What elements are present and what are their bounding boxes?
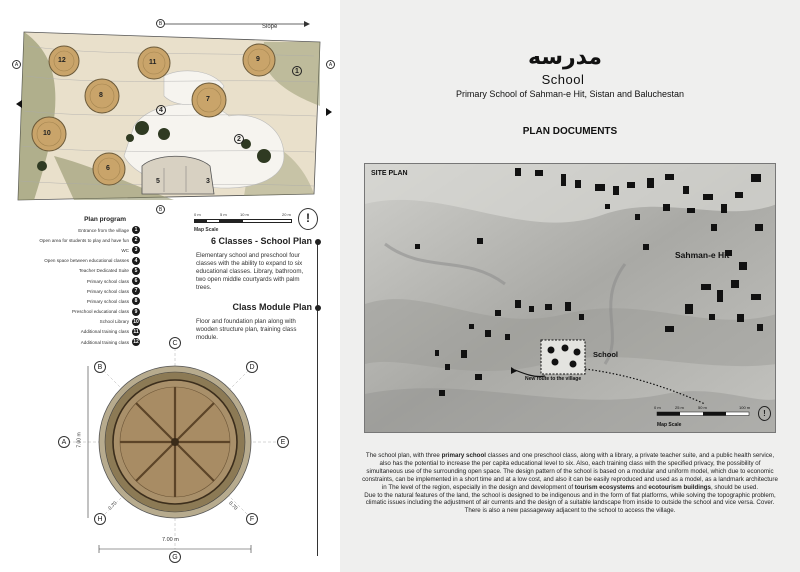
zone-number-8: 8 — [99, 92, 103, 99]
legend-item — [30, 296, 140, 306]
legend-item-label: Preschool educational class — [72, 309, 129, 315]
legend-item-number: 9 — [132, 308, 140, 316]
zone-number-11: 11 — [149, 59, 157, 66]
description-paragraph-2: Due to the natural features of the land, the school is designed to be indigenous and in the form of flat platforms, while solving the topographic problem, climatic issues including the adjustment of air currents and the design of a suitable landscape from inside to outside the school and vice versa. Cover. There is also a new passageway adjacent to the school to access the village. — [364, 491, 776, 515]
divider-dot-2 — [315, 305, 321, 311]
project-subtitle: Primary School of Sahman-e Hit, Sistan and Baluchestan — [455, 89, 685, 99]
zone-number-9: 9 — [256, 56, 260, 63]
school-label: School — [593, 350, 619, 359]
legend-item-number: 1 — [132, 226, 140, 234]
site-plan-map — [364, 163, 776, 433]
axis-label-f: F — [246, 513, 258, 525]
legend-item-number: 10 — [133, 318, 139, 325]
legend-item — [30, 225, 140, 235]
site-north-arrow-icon: ! — [758, 406, 771, 421]
module-section-title: Class Module Plan — [232, 302, 312, 312]
dimension-diag-right: 0.70 — [227, 500, 239, 512]
zone-number-10: 10 — [43, 130, 51, 137]
site-map-scale-title: Map Scale — [657, 422, 682, 428]
site-map-title: SITE PLAN — [371, 170, 408, 177]
axis-label-a: A — [58, 436, 70, 448]
route-label: New route to the village — [525, 376, 582, 382]
legend-item-label: Primary school class — [86, 288, 129, 294]
school-word: School — [541, 72, 585, 87]
legend-item-label: Teacher Dedicated Suite — [78, 268, 129, 274]
legend-item — [30, 245, 140, 255]
site-map-terrain — [365, 164, 776, 433]
left-map-scale-title: Map Scale — [194, 227, 219, 233]
classes-section — [196, 236, 312, 292]
module-section-text: Floor and foundation plan along with wooden structure plan, training class module. — [196, 318, 297, 341]
legend-item-label: Primary school class — [86, 298, 129, 304]
divider-dot-1 — [315, 239, 321, 245]
description-paragraph-1: The school plan, with three primary school classes and one preschool class, along with a library, a private teacher suite, and a public health service, also has the potential to increase the per capita educational level to six. Also, each training class with the specified privacy, the possibility of simultaneous use of the surrounding open space. The design pattern of the school is based on a modular and uniform model, which due to economic constraints, can be implemented in a short time and at a low cost, and also it can be easily reproduced and used as a model, as a landmark architecture in The level of the region, especially in the design and development of tourism ecosystems and ecotourism buildings, should be used. — [362, 452, 778, 491]
project-description — [362, 452, 778, 515]
site-scale-tick-25: 25 m — [675, 405, 684, 410]
zone-number-6: 6 — [106, 165, 110, 172]
axis-label-b: B — [94, 361, 106, 373]
legend-title: Plan program — [84, 216, 126, 223]
site-scale-tick-100: 100 m — [739, 405, 751, 410]
legend-item-number: 3 — [132, 246, 140, 254]
left-page — [0, 0, 340, 572]
page-title: PLAN DOCUMENTS — [522, 126, 618, 137]
left-map-scale — [194, 212, 298, 236]
legend-item — [30, 286, 140, 296]
scale-tick-0: 0 m — [194, 212, 201, 217]
section-marker-left: A — [12, 60, 21, 69]
classes-section-text: Elementary school and preschool four classes with the ability to expand to six educational classes. Library, bathroom, two open middle courtyards with palm trees. — [196, 252, 304, 291]
right-page — [340, 0, 800, 572]
legend-item-label: Additional training class — [80, 329, 129, 335]
scale-tick-5: 5 m — [220, 212, 227, 217]
plan-program-legend — [30, 216, 140, 347]
legend-item — [30, 266, 140, 276]
legend-item-number: 12 — [133, 339, 139, 346]
class-module-plan — [58, 335, 298, 567]
zone-number-5: 5 — [156, 178, 160, 185]
zone-number-2: 2 — [234, 134, 244, 144]
scale-tick-20: 20 m — [282, 212, 291, 217]
legend-item-number: 8 — [132, 297, 140, 305]
legend-item-label: WC — [121, 247, 129, 253]
axis-label-c: C — [169, 337, 181, 349]
town-label: Sahman-e Hit — [675, 250, 730, 260]
classes-section-title: 6 Classes - School Plan — [210, 236, 312, 246]
zone-number-4: 4 — [156, 105, 166, 115]
section-marker-bottom: B — [156, 205, 165, 214]
slope-label: Slope — [262, 24, 278, 30]
axis-label-e: E — [277, 436, 289, 448]
legend-item-number: 4 — [132, 257, 140, 265]
zone-number-7: 7 — [206, 96, 210, 103]
dimension-side: 7.00 m — [76, 432, 83, 448]
scale-tick-10: 10 m — [240, 212, 249, 217]
legend-item — [30, 256, 140, 266]
legend-item-number: 6 — [132, 277, 140, 285]
legend-item-number: 11 — [133, 328, 139, 335]
site-scale-tick-0: 0 m — [654, 405, 661, 410]
legend-item-number: 2 — [132, 236, 140, 244]
legend-item-number: 7 — [132, 287, 140, 295]
axis-label-g: G — [169, 551, 181, 563]
dimension-diag-left: 0.70 — [107, 500, 119, 512]
site-scale-tick-50: 50 m — [698, 405, 707, 410]
zone-number-12: 12 — [58, 57, 66, 64]
axis-label-d: D — [246, 361, 258, 373]
zone-number-1: 1 — [292, 66, 302, 76]
section-marker-top: B — [156, 19, 165, 28]
legend-item-label: School Library — [99, 319, 129, 325]
section-marker-right: A — [326, 60, 335, 69]
legend-item — [30, 317, 140, 327]
legend-item-label: Open space between educational classes — [44, 258, 129, 264]
legend-item-number: 5 — [132, 267, 140, 275]
axis-label-h: H — [94, 513, 106, 525]
legend-item — [30, 235, 140, 245]
divider-line — [317, 240, 318, 556]
dimension-bottom: 7.00 m — [162, 537, 179, 543]
legend-item-label: Entrance from the village — [78, 227, 129, 233]
school-logo: مدرسه — [528, 45, 602, 70]
school-site-plan — [14, 16, 336, 216]
zone-number-3: 3 — [206, 178, 210, 185]
legend-item-label: Open area for students to play and have fun — [39, 237, 129, 243]
north-arrow-icon: ! — [298, 208, 318, 230]
legend-item — [30, 276, 140, 286]
site-plan-drawing — [14, 16, 336, 216]
legend-item-label: Additional training class — [80, 339, 129, 345]
legend-item-label: Primary school class — [86, 278, 129, 284]
legend-item — [30, 307, 140, 317]
